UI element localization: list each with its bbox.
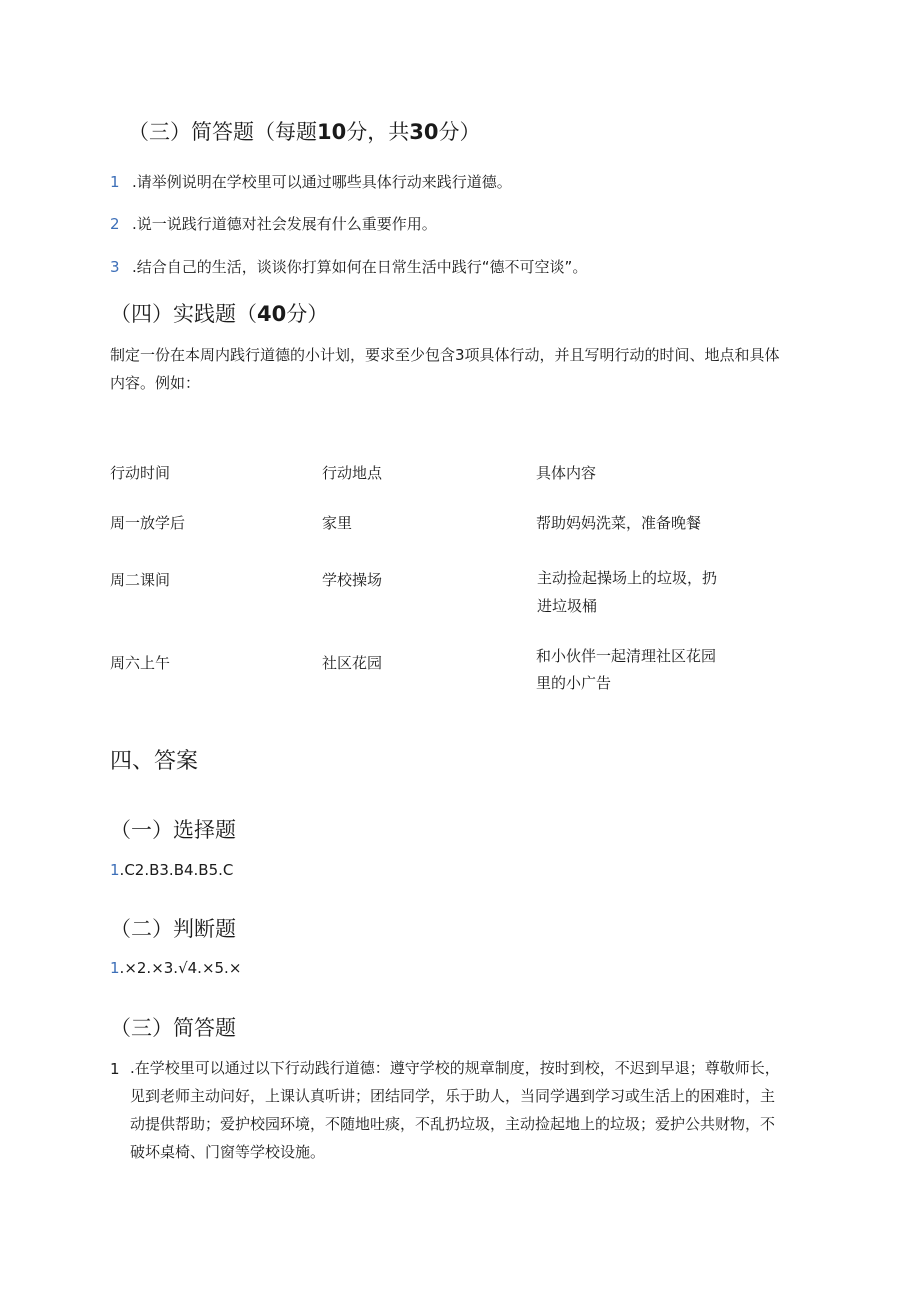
question-item xyxy=(110,213,437,234)
question-text: .结合自己的生活，谈谈你打算如何在日常生活中践行“德不可空谈”。 xyxy=(132,258,588,276)
question-number: 2 xyxy=(110,215,120,233)
table-cell-content: 主动捡起操场上的垃圾，扔 xyxy=(537,569,718,587)
question-item xyxy=(110,171,512,192)
table-cell-content-cont: 里的小广告 xyxy=(536,674,612,692)
question-number: 1 xyxy=(110,173,120,191)
question-text: .说一说践行道德对社会发展有什么重要作用。 xyxy=(132,215,437,233)
question-text: .请举例说明在学校里可以通过哪些具体行动来践行道德。 xyxy=(132,173,512,191)
title-text: 分，共 xyxy=(346,120,410,144)
section-4-title xyxy=(110,298,328,328)
answer-line: 见到老师主动问好，上课认真听讲；团结同学，乐于助人，当同学遇到学习或生活上的困难时，主 xyxy=(130,1087,776,1105)
answers-judge-title: （二）判断题 xyxy=(110,917,236,941)
answers-choice-title: （一）选择题 xyxy=(110,818,236,842)
title-text: 分） xyxy=(286,302,329,326)
title-number: 30 xyxy=(409,120,439,144)
title-text: （四）实践题（ xyxy=(110,302,257,326)
table-header-content: 具体内容 xyxy=(536,464,597,482)
table-cell-time: 周二课间 xyxy=(110,571,171,589)
table-cell-content: 和小伙伴一起清理社区花园 xyxy=(536,647,717,665)
table-header-time: 行动时间 xyxy=(110,464,171,482)
table-cell-time: 周一放学后 xyxy=(110,514,186,532)
answers-title: 四、答案 xyxy=(110,749,199,774)
table-cell-content: 帮助妈妈洗菜，准备晚餐 xyxy=(536,514,702,532)
answer-number: 1 xyxy=(110,959,120,977)
section-3-title xyxy=(128,116,480,146)
answer-line: 动提供帮助；爱护校园环境，不随地吐痰，不乱扔垃圾，主动捡起地上的垃圾；爱护公共财物，不 xyxy=(130,1115,776,1133)
title-number: 40 xyxy=(257,302,287,326)
instruction-line: 内容。例如： xyxy=(110,374,201,392)
table-cell-time: 周六上午 xyxy=(110,654,171,672)
question-number: 3 xyxy=(110,258,120,276)
answer-line: 破坏桌椅、门窗等学校设施。 xyxy=(130,1143,326,1161)
practice-instructions xyxy=(110,341,810,397)
table-cell-content-cont: 进垃圾桶 xyxy=(537,597,598,615)
answer-number: 1 xyxy=(110,1060,120,1078)
answers-judge-line xyxy=(110,959,241,977)
instruction-line: 制定一份在本周内践行道德的小计划，要求至少包含3项具体行动，并且写明行动的时间、地点和具体 xyxy=(110,346,780,364)
answer-line: .在学校里可以通过以下行动践行道德：遵守学校的规章制度，按时到校，不迟到早退；尊敬师长， xyxy=(130,1059,780,1077)
table-cell-place: 学校操场 xyxy=(322,571,383,589)
answers-short-paragraph xyxy=(130,1054,810,1166)
answers-choice-line xyxy=(110,861,233,879)
answer-number: 1 xyxy=(110,861,120,879)
title-text: （三）简答题（每题 xyxy=(128,120,317,144)
table-cell-place: 社区花园 xyxy=(322,654,383,672)
title-text: 分） xyxy=(438,120,481,144)
table-cell-place: 家里 xyxy=(322,514,353,532)
title-number: 10 xyxy=(317,120,347,144)
table-header-place: 行动地点 xyxy=(322,464,383,482)
answer-text: .×2.×3.√4.×5.× xyxy=(119,959,242,977)
answers-short-title: （三）简答题 xyxy=(110,1016,236,1040)
question-item xyxy=(110,256,587,277)
answer-text: .C2.B3.B4.B5.C xyxy=(119,861,234,879)
